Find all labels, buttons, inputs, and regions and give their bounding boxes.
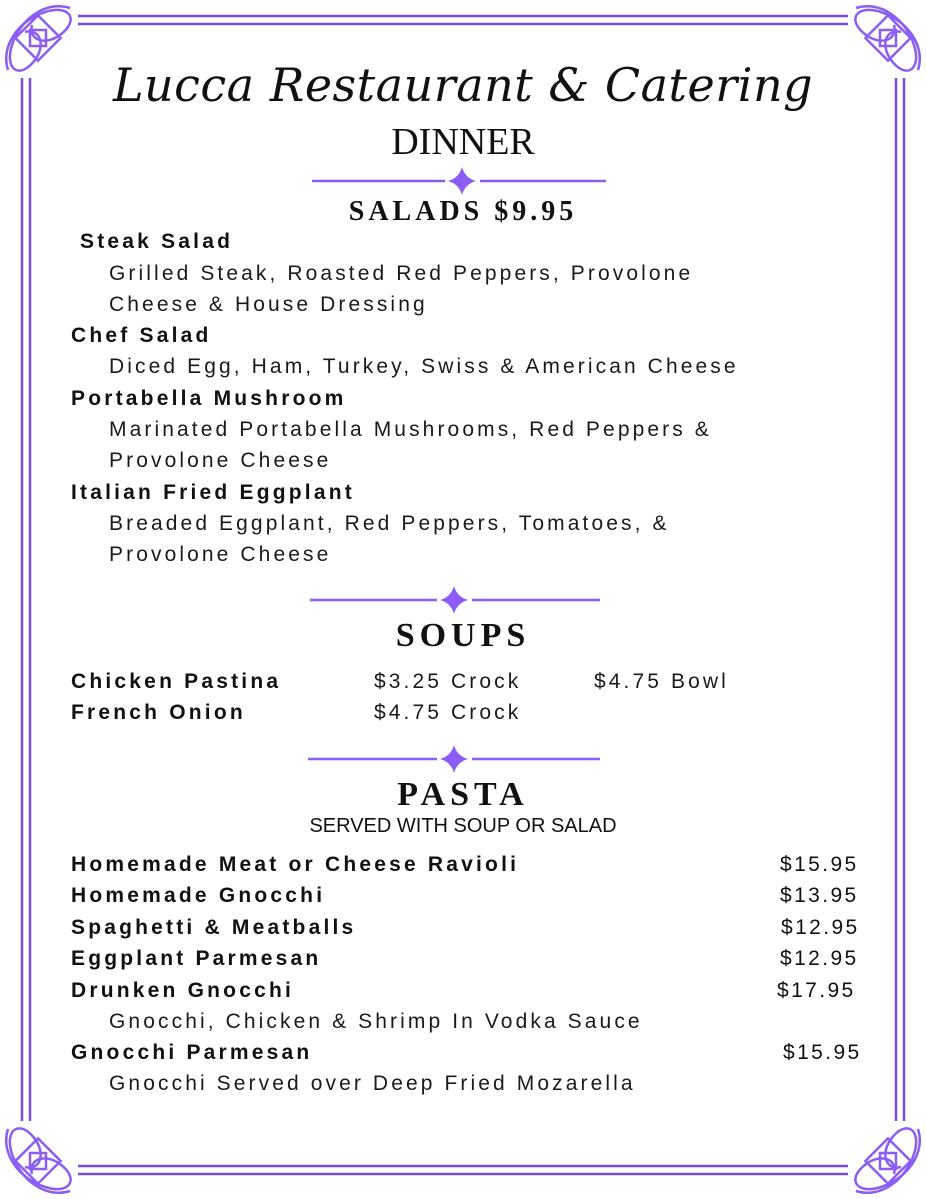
menu-item-price: $13.95	[780, 884, 859, 907]
menu-item-price: $4.75 Crock	[374, 701, 522, 724]
menu-item-description: Marinated Portabella Mushrooms, Red Peppers &	[109, 418, 712, 441]
menu-item-description: Breaded Eggplant, Red Peppers, Tomatoes, &	[109, 512, 670, 535]
four-point-star-icon	[0, 585, 926, 615]
four-point-star-icon	[0, 166, 926, 196]
menu-item-name: Portabella Mushroom	[71, 387, 347, 410]
pasta-note: SERVED WITH SOUP OR SALAD	[309, 815, 617, 837]
menu-item-name: Spaghetti & Meatballs	[71, 916, 357, 939]
menu-item-description: Diced Egg, Ham, Turkey, Swiss & American Cheese	[109, 355, 739, 378]
menu-item-description: Provolone Cheese	[109, 543, 332, 566]
restaurant-title: Lucca Restaurant & Catering	[112, 58, 814, 112]
menu-item-name: Chef Salad	[71, 324, 212, 347]
menu-item-description: Grilled Steak, Roasted Red Peppers, Provolone	[109, 262, 694, 285]
menu-item-price: $17.95	[777, 979, 856, 1002]
menu-item-name: Italian Fried Eggplant	[71, 481, 355, 504]
salads-heading: SALADS $9.95	[348, 196, 578, 227]
menu-item-name: Eggplant Parmesan	[71, 947, 322, 970]
menu-item-description: Cheese & House Dressing	[109, 293, 428, 316]
menu-item-name: Drunken Gnocchi	[71, 979, 295, 1002]
menu-item-description: Provolone Cheese	[109, 449, 332, 472]
soups-heading: SOUPS	[395, 617, 531, 654]
menu-item-name: Steak Salad	[80, 230, 234, 253]
menu-item-name: Gnocchi Parmesan	[71, 1041, 313, 1064]
menu-item-price: $3.25 Crock	[374, 670, 522, 693]
menu-item-price: $4.75 Bowl	[594, 670, 729, 693]
menu-item-name: French Onion	[71, 701, 246, 724]
menu-item-price: $15.95	[783, 1041, 862, 1064]
pasta-heading: PASTA	[397, 776, 529, 813]
menu-item-name: Homemade Meat or Cheese Ravioli	[71, 853, 520, 876]
menu-item-name: Homemade Gnocchi	[71, 884, 326, 907]
menu-item-name: Chicken Pastina	[71, 670, 282, 693]
menu-item-price: $12.95	[781, 916, 860, 939]
menu-item-description: Gnocchi, Chicken & Shrimp In Vodka Sauce	[109, 1010, 643, 1033]
four-point-star-icon	[0, 744, 926, 774]
menu-subtitle: DINNER	[391, 121, 535, 163]
menu-item-price: $12.95	[780, 947, 859, 970]
menu-item-description: Gnocchi Served over Deep Fried Mozarella	[109, 1072, 636, 1095]
menu-item-price: $15.95	[780, 853, 859, 876]
